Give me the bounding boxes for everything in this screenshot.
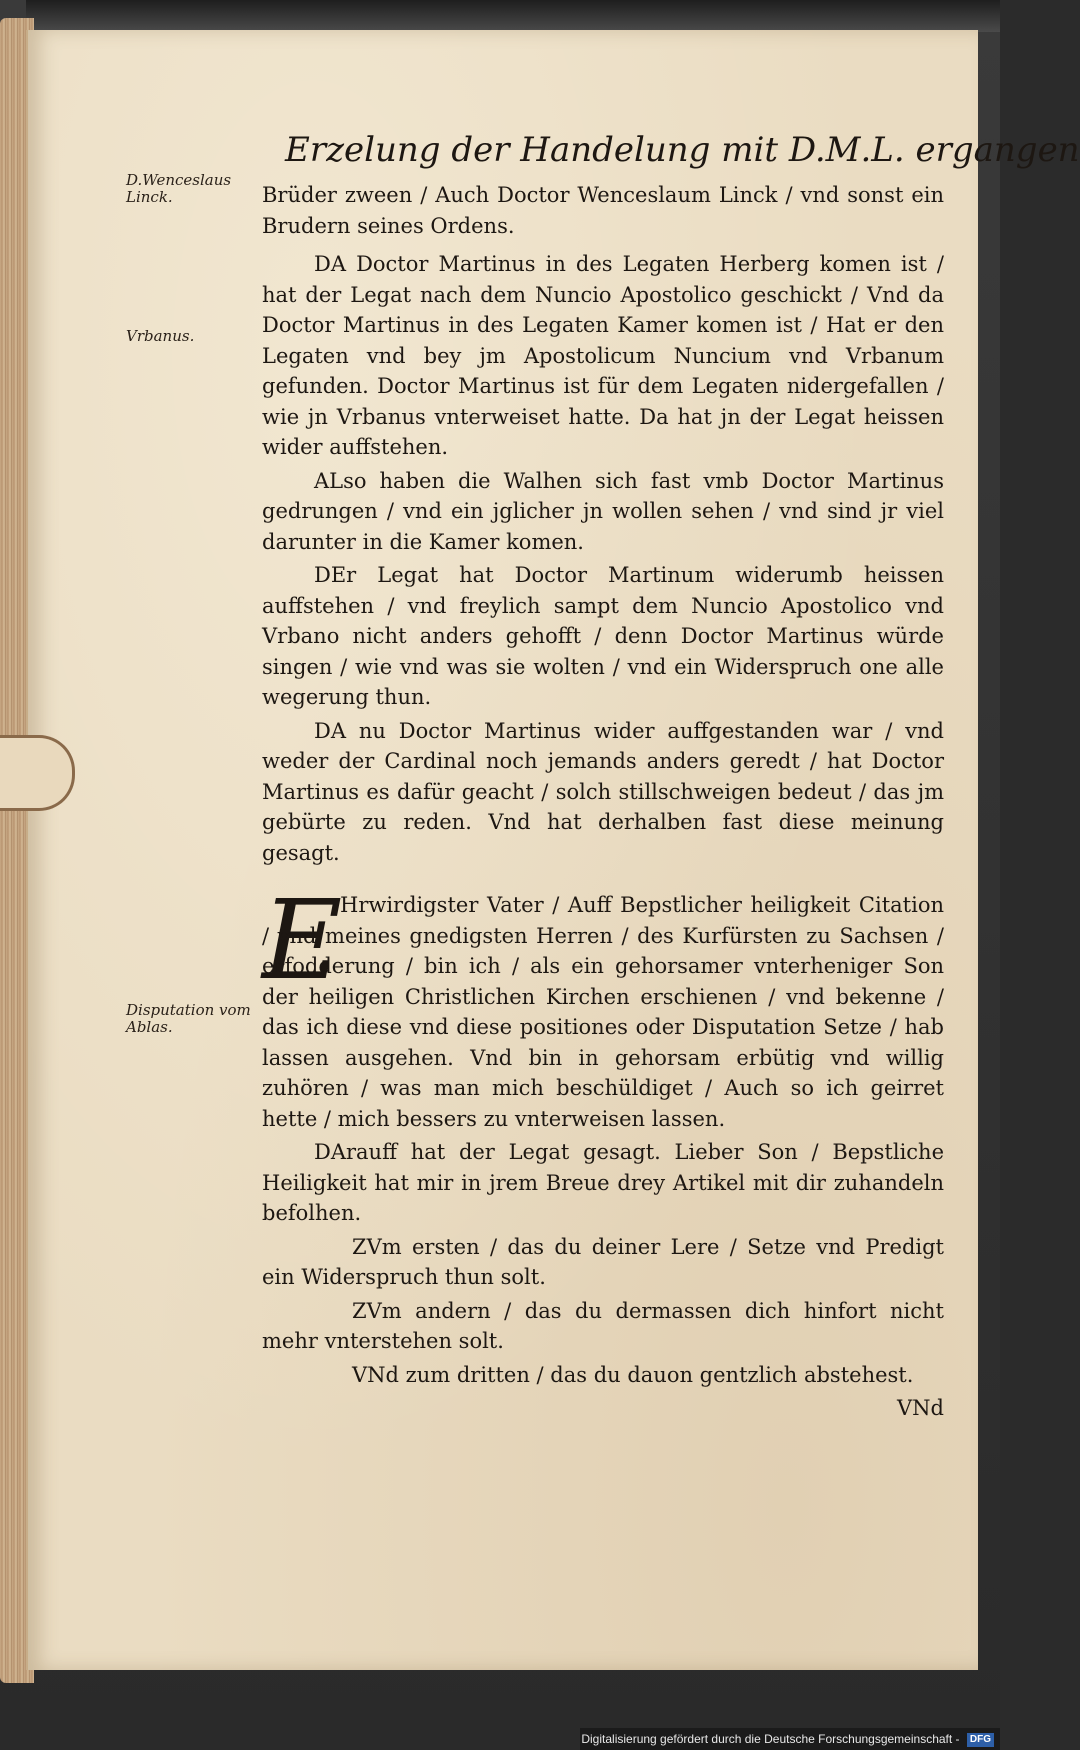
footer-text: Digitalisierung gefördert durch die Deutsche Forschungsgemeinschaft - [581, 1732, 960, 1746]
book-clasp [0, 735, 75, 811]
catchword: VNd [897, 1396, 944, 1420]
body-text-upper [262, 180, 944, 871]
paragraph-4: DEr Legat hat Doctor Martinum widerumb heissen auffstehen / vnd freylich sampt dem Nuncio Apostolico vnd Vrbano nicht anders gehofft / denn Doctor Martinus würde singen / wie vnd was sie wolten / vnd ein Widerspruch one alle wegerung thun. [262, 563, 944, 709]
marginal-note-urbanus: Vrbanus. [126, 327, 195, 345]
paragraph-1: Brüder zween / Auch Doctor Wenceslaum Linck / vnd sonst ein Brudern seines Ordens. [262, 183, 944, 238]
drop-cap-letter: E [262, 876, 343, 1004]
paragraph-9: ZVm andern / das du dermassen dich hinfort nicht mehr vnterstehen solt. [262, 1298, 944, 1353]
book-top-shadow [26, 0, 1000, 32]
paragraph-8: ZVm ersten / das du deiner Lere / Setze vnd Predigt ein Widerspruch thun solt. [262, 1234, 944, 1289]
paragraph-2: DA Doctor Martinus in des Legaten Herberg komen ist / hat der Legat nach dem Nuncio Apostolico geschickt / Vnd da Doctor Martinus in des Legaten Kamer komen ist / Hat er den Legaten vnd bey jm Apostolicum Nuncium vnd Vrbanum gefunden. Doctor Martinus ist für dem Legaten nidergefallen / wie jn Vrbanus vnterweiset hatte. Da hat jn der Legat heissen wider auffstehen. [262, 252, 944, 459]
paragraph-6: Hrwirdigster Vater / Auff Bepstlicher heiligkeit Citation / vnd meines gnedigsten Herren / des Kurfürsten zu Sachsen / erfodderung / bin ich / als ein gehorsamer vnterheniger Son der heiligen Christlichen Kirchen erschienen / vnd bekenne / das ich diese vnd diese positiones oder Disputation Setze / hab lassen ausgehen. Vnd bin in gehorsam erbütig vnd willig zuhören / was man mich beschüldiget / Auch so ich geirret hette / mich bessers zu vnterweisen lassen. [262, 893, 944, 1131]
paragraph-10: VNd zum dritten / das du dauon gentzlich abstehest. [352, 1362, 914, 1387]
dfg-logo-icon: DFG [967, 1733, 994, 1747]
marginal-note-linck: D.Wenceslaus Linck. [126, 171, 232, 206]
paragraph-5: DA nu Doctor Martinus wider auffgestanden war / vnd weder der Cardinal noch jemands anders geredt / hat Doctor Martinus es dafür geacht / solch stillschweigen bedeut / das jm gebürte zu reden. Vnd hat derhalben fast diese meinung gesagt. [262, 718, 944, 865]
body-text-lower [262, 890, 944, 1424]
paragraph-3: ALso haben die Walhen sich fast vmb Doctor Martinus gedrungen / vnd ein jglicher jn wollen sehen / vnd sind jr viel darunter in die Kamer komen. [262, 468, 944, 554]
paragraph-7: DArauff hat der Legat gesagt. Lieber Son / Bepstliche Heiligkeit hat mir in jrem Breue drey Artikel mit dir zuhandeln befolhen. [262, 1140, 944, 1225]
digitization-footer [580, 1728, 1000, 1750]
running-header: Erzelung der Handelung mit D.M.L. ergangen [285, 130, 1080, 170]
marginal-note-disputation: Disputation vom Ablas. [126, 1001, 251, 1036]
